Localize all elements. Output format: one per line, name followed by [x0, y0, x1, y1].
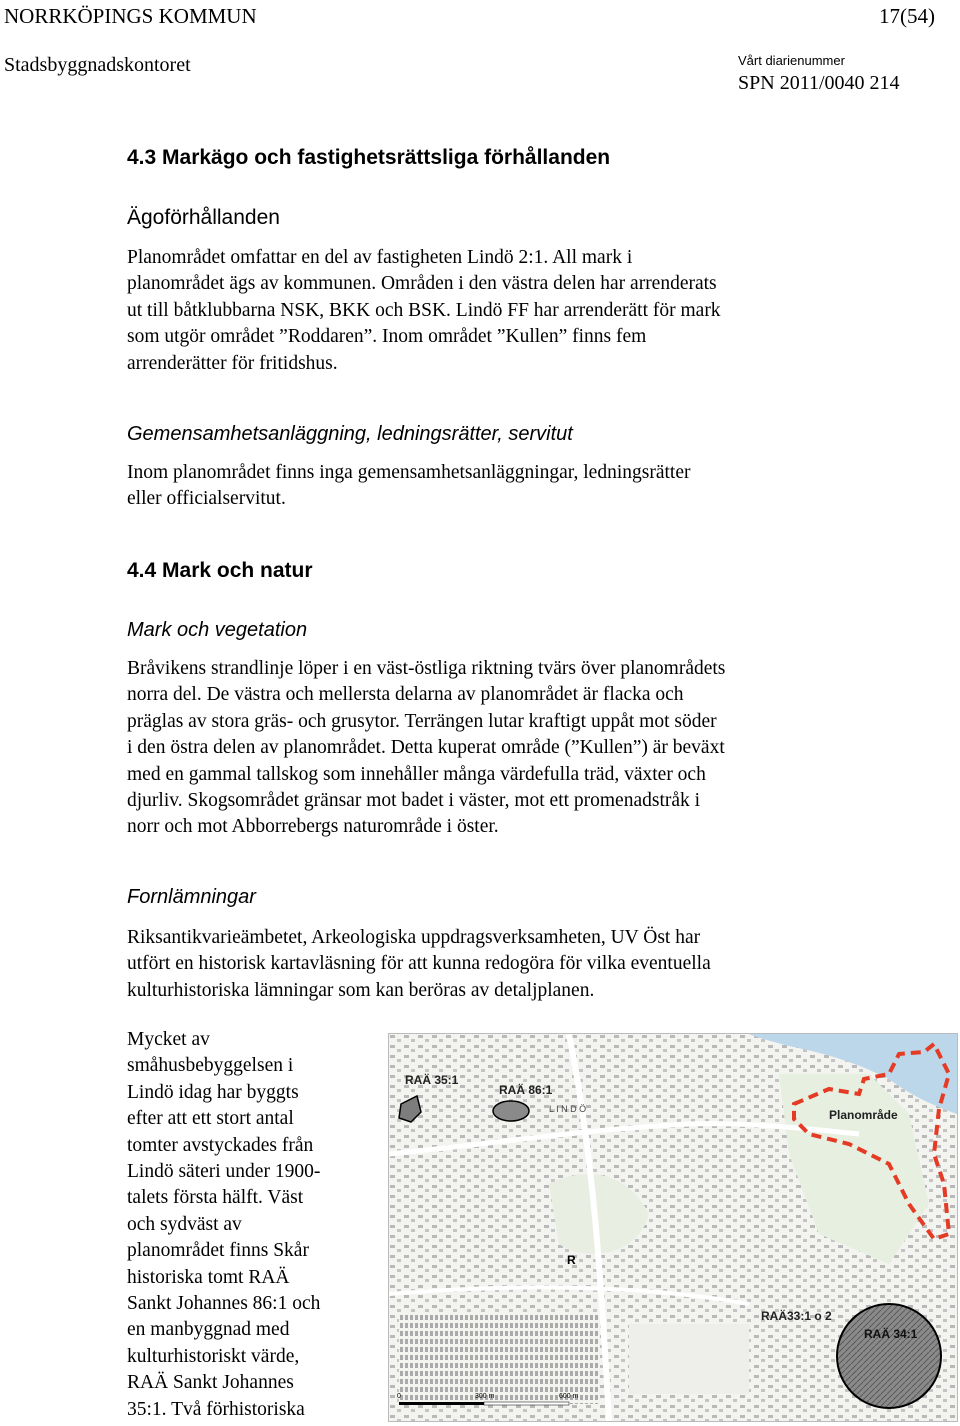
text-line: tomter avstyckades från [127, 1134, 314, 1156]
text-line: kulturhistoriska lämningar som kan beröras av detaljplanen. [127, 979, 595, 1001]
text-line: Inom planområdet finns inga gemensamhetsanläggningar, ledningsrätter [127, 462, 691, 483]
text-line: kulturhistoriskt värde, [127, 1345, 300, 1367]
paragraph-gemensamhetsanlaggning [127, 460, 837, 513]
text-line: djurliv. Skogsområdet gränsar mot badet i väster, mot ett promenadstråk i [127, 790, 701, 812]
text-line: småhusbebyggelsen i [127, 1055, 294, 1077]
text-line: som utgör området ”Roddaren”. Inom området ”Kullen” finns fem [127, 326, 647, 348]
header-organization: NORRKÖPINGS KOMMUN [4, 4, 257, 28]
text-line: i den östra delen av planområdet. Detta kuperat område (”Kullen”) är beväxt [127, 737, 725, 759]
text-line: planområdet ägs av kommunen. Områden i den västra delen har arrenderats [127, 273, 717, 295]
text-line: historiska tomt RAÄ [127, 1266, 290, 1288]
text-line: och sydväst av [127, 1213, 242, 1235]
scale-label-mid: 300 m [475, 1393, 495, 1400]
text-line: ut till båtklubbarna NSK, BKK och BSK. Lindö FF har arrenderätt för mark [127, 299, 721, 321]
header-page-number: 17(54) [879, 4, 935, 28]
side-paragraph-history [127, 1027, 377, 1423]
raa-34-1-area [837, 1304, 941, 1408]
header-department: Stadsbyggnadskontoret [4, 54, 191, 76]
text-line: Lindö idag har byggts [127, 1081, 299, 1103]
text-line: norr och mot Abborrebergs naturområde i öster. [127, 816, 499, 838]
subheading-gemensamhetsanlaggning: Gemensamhetsanläggning, ledningsrätter, servitut [127, 423, 573, 445]
row-houses [399, 1314, 599, 1404]
text-line: arrenderätter för fritidshus. [127, 352, 338, 374]
section-4-4-heading: 4.4 Mark och natur [127, 559, 313, 582]
header-diary-number: SPN 2011/0040 214 [738, 72, 900, 94]
text-line: Bråvikens strandlinje löper i en väst-östliga riktning tvärs över planområdets [127, 658, 726, 679]
scale-label-end: 600 m [559, 1393, 579, 1400]
text-line: präglas av stora gräs- och grusytor. Terrängen lutar kraftigt uppåt mot söder [127, 710, 717, 732]
raa-86-1-area [493, 1101, 529, 1121]
label-raa-33-1: RAÄ33:1 o 2 [761, 1309, 832, 1323]
text-line: planområdet finns Skår [127, 1240, 309, 1262]
open-field [629, 1324, 749, 1394]
label-raa-86-1: RAÄ 86:1 [499, 1083, 553, 1097]
section-4-3-heading: 4.3 Markägo och fastighetsrättsliga förhållanden [127, 146, 611, 169]
text-line: 35:1. Två förhistoriska [127, 1398, 305, 1420]
paragraph-fornlamningar [127, 925, 837, 1004]
text-line: utfört en historisk kartavläsning för att kunna redogöra för vilka eventuella [127, 953, 711, 975]
label-raa-35-1: RAÄ 35:1 [405, 1073, 459, 1087]
text-line: efter att ett stort antal [127, 1108, 294, 1130]
text-line: eller officialservitut. [127, 488, 286, 510]
subheading-mark-och-vegetation: Mark och vegetation [127, 619, 308, 641]
subheading-agoforhallanden: Ägoförhållanden [127, 206, 280, 229]
text-line: Sankt Johannes 86:1 och [127, 1293, 321, 1315]
label-planomrade: Planområde [829, 1108, 898, 1122]
text-line: norra del. De västra och mellersta delarna av planområdet är flacka och [127, 684, 684, 706]
scale-label-zero: 0 [397, 1393, 401, 1400]
historical-map [388, 1033, 958, 1422]
text-line: RAÄ Sankt Johannes [127, 1372, 294, 1394]
subheading-fornlamningar: Fornlämningar [127, 886, 256, 908]
text-line: Planområdet omfattar en del av fastigheten Lindö 2:1. All mark i [127, 247, 633, 268]
map-marker-icon: R [567, 1253, 576, 1267]
text-line: med en gammal tallskog som innehåller många värdefulla träd, växter och [127, 763, 706, 785]
map-svg [389, 1034, 957, 1421]
header-diary-label: Vårt diarienummer [738, 53, 845, 68]
paragraph-mark-och-vegetation [127, 656, 837, 841]
label-lindo: L I N D Ö [549, 1104, 587, 1114]
text-line: en manbyggnad med [127, 1319, 290, 1341]
paragraph-agoforhallanden [127, 245, 837, 377]
text-line: talets första hälft. Väst [127, 1187, 304, 1209]
text-line: Lindö säteri under 1900- [127, 1161, 321, 1183]
text-line: Riksantikvarieämbetet, Arkeologiska uppdragsverksamheten, UV Öst har [127, 927, 701, 948]
label-raa-34-1: RAÄ 34:1 [864, 1327, 918, 1341]
text-line: Mycket av [127, 1029, 210, 1050]
